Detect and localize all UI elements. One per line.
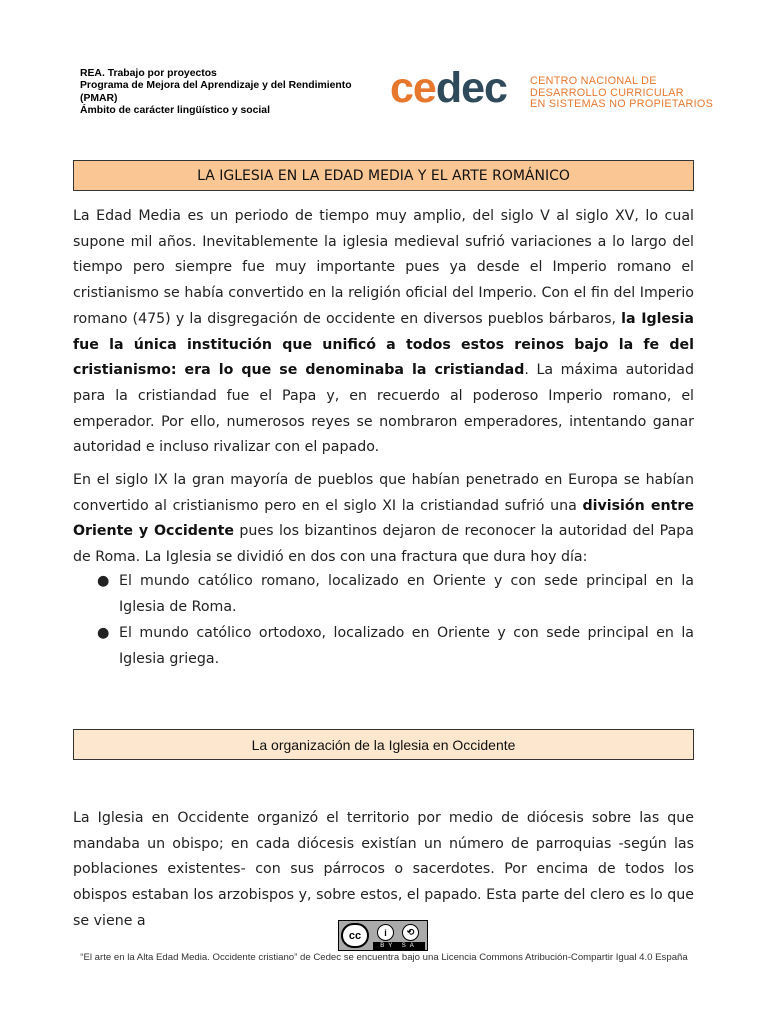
attribution-icon: i [377, 924, 394, 941]
intro-paragraph [73, 204, 694, 461]
bullet-icon: ● [97, 573, 110, 589]
page-title: LA IGLESIA EN LA EDAD MEDIA Y EL ARTE ROMÁNICO [73, 160, 694, 191]
church-division-list [73, 569, 694, 674]
header-line-program: Programa de Mejora del Aprendizaje y del Rendimiento [80, 80, 352, 92]
bullet-icon: ● [97, 625, 110, 642]
header-line-acronym: (PMAR) [80, 92, 118, 104]
intro-text-1: La Edad Media es un periodo de tiempo muy amplio, del siglo V al siglo XV, lo cual supone mil años. Inevitablemente la iglesia medieval sufrió variaciones a lo largo del tiempo pero siempre fue muy importante pues ya desde el Imperio romano el cristianismo se había convertido en la religión oficial del Imperio. Con el fin del Imperio romano (475) y la disgregación de occidente en diversos pueblos bárbaros, [73, 208, 694, 327]
organization-paragraph: La Iglesia en Occidente organizó el territorio por medio de diócesis sobre las que mandaba un obispo; en cada diócesis existían un número de parroquias -según las poblaciones existentes- con sus párrocos o sacerdotes. Por encima de todos los obispos estaban los arzobispos y, sobre estos, el papado. Esta parte del clero es lo que se viene a [73, 810, 694, 929]
license-footer [80, 952, 688, 964]
share-alike-icon: ⟲ [402, 924, 419, 941]
schism-paragraph [73, 468, 694, 571]
cedec-logo [390, 64, 714, 112]
schism-text-2: pues los bizantinos dejaron de reconocer la autoridad del Papa de Roma. La Iglesia se dividió en dos con una fractura que dura hoy día: [73, 523, 694, 566]
list-item [73, 621, 694, 672]
cedec-logo-part2: dec [435, 64, 507, 112]
cedec-logo-part1: ce [390, 64, 436, 112]
document-header-meta [80, 68, 390, 118]
list-item-text: El mundo católico ortodoxo, localizado en Oriente y con sede principal en la Iglesia griega. [119, 625, 694, 668]
section-subtitle: La organización de la Iglesia en Occidente [73, 729, 694, 760]
cedec-tagline-line: EN SISTEMAS NO PROPIETARIOS [530, 98, 714, 111]
header-line-scope: Ámbito de carácter lingüístico y social [80, 105, 270, 117]
cedec-tagline-line: DESARROLLO CURRICULAR [530, 86, 684, 99]
cedec-logo-tagline [530, 76, 713, 111]
cedec-logo-wordmark [390, 65, 507, 111]
schism-text-1: En el siglo IX la gran mayoría de pueblos que habían penetrado en Europa se habían convertido al cristianismo pero en el siglo XI la cristiandad sufrió una [73, 472, 694, 514]
intro-text-2: . La máxima autoridad para la cristiandad fue el Papa y, en recuerdo al poderoso Imperio romano, el emperador. Por ello, numerosos reyes se nombraron emperadores, intentando ganar autoridad e incluso rivalizar con el papado. [73, 362, 694, 456]
license-work-title: “El arte en la Alta Edad Media. Occidente cristiano” [80, 952, 298, 963]
intro-bold-text: la Iglesia fue la única institución que unificó a todos estos reinos bajo la fe del cristianismo: era lo que se denominaba la cristiandad [73, 310, 694, 379]
cedec-tagline-line: CENTRO NACIONAL DE [530, 75, 657, 87]
cc-logo-icon: cc [341, 923, 369, 948]
creative-commons-badge[interactable] [338, 920, 428, 951]
license-text: de Cedec se encuentra bajo una Licencia Commons Atribución-Compartir Igual 4.0 España [297, 952, 688, 963]
cc-by-sa-label: BY SA [373, 942, 425, 950]
header-line-course: REA. Trabajo por proyectos [80, 68, 217, 79]
list-item [73, 569, 694, 620]
list-item-text: El mundo católico romano, localizado en Oriente y con sede principal en la Iglesia de Roma. [119, 573, 694, 615]
schism-bold-text: división entre Oriente y Occidente [73, 497, 694, 540]
